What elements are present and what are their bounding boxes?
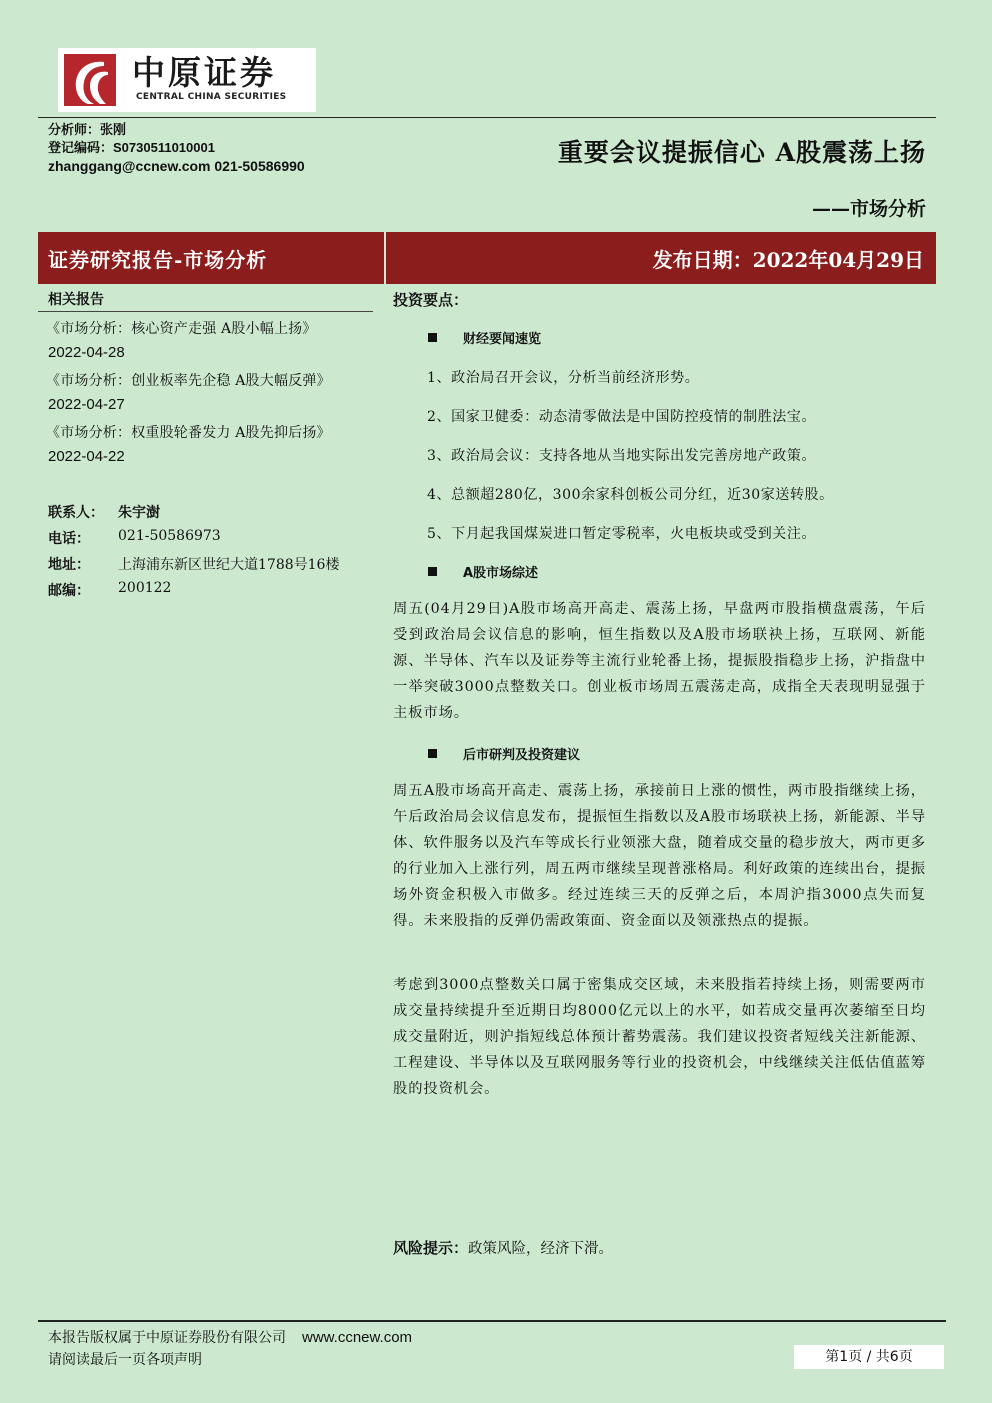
contact-zip-label: 邮编： [48, 583, 90, 599]
company-logo [58, 48, 316, 112]
logo-text-cn: 中原证券 [132, 53, 276, 92]
related-report-date: 2022-04-28 [48, 344, 125, 361]
related-report-date: 2022-04-27 [48, 396, 125, 413]
logo-mark-icon [64, 54, 116, 106]
related-report-title[interactable]: 《市场分析：核心资产走强 A股小幅上扬》 [46, 321, 317, 337]
footer-disclaimer-note: 请阅读最后一页各项声明 [48, 1352, 202, 1368]
market-review-paragraph: 周五(04月29日)A股市场高开高走、震荡上扬，早盘两市股指横盘震荡，午后受到政治局会议信息的影响，恒生指数以及A股市场联袂上扬，互联网、新能源、半导体、汽车以及证券等主流行业轮番上扬，提振股指稳步上扬，沪指盘中一举突破3000点整数关口。创业板市场周五震荡走高，成指全天表现明显强于主板市场。 [393, 601, 926, 721]
related-report-title[interactable]: 《市场分析：创业板率先企稳 A股大幅反弹》 [46, 373, 331, 389]
section-market-heading [428, 562, 538, 581]
news-item: 3、政治局会议：支持各地从当地实际出发完善房地产政策。 [427, 448, 817, 464]
section-outlook-title: 后市研判及投资建议 [463, 748, 581, 763]
risk-text: 政策风险，经济下滑。 [468, 1241, 614, 1257]
outlook-paragraph: 周五A股市场高开高走、震荡上扬，承接前日上涨的惯性，两市股指继续上扬，午后政治局会议信息发布，提振恒生指数以及A股市场联袂上扬，新能源、半导体、软件服务以及汽车等成长行业领涨大盘，随着成交量的稳步放大，两市更多的行业加入上涨行列，周五两市继续呈现普涨格局。利好政策的连续出台，提振场外资金积极入市做多。经过连续三天的反弹之后，本周沪指3000点失而复得。未来股指的反弹仍需政策面、资金面以及领涨热点的提振。 [393, 783, 926, 929]
analyst-registration: 登记编码：S0730511010001 [48, 140, 215, 155]
publish-date: 发布日期：2022年04月29日 [652, 248, 924, 272]
related-report-title[interactable]: 《市场分析：权重股轮番发力 A股先抑后扬》 [46, 425, 331, 441]
analyst-contact: zhanggang@ccnew.com 021-50586990 [48, 158, 305, 174]
news-item: 1、政治局召开会议，分析当前经济形势。 [427, 370, 700, 386]
contact-address: 上海浦东新区世纪大道1788号16楼 [118, 557, 340, 573]
contact-zip: 200122 [118, 580, 172, 596]
section-news-title: 财经要闻速览 [463, 332, 542, 347]
report-banner [38, 232, 936, 284]
contact-phone-label: 电话： [48, 531, 90, 547]
investment-highlights-heading: 投资要点： [393, 291, 469, 309]
section-outlook-heading [428, 744, 580, 763]
risk-notice [393, 1237, 613, 1258]
banner-divider [384, 232, 386, 284]
contact-person-label: 联系人： [48, 505, 104, 521]
section-news-heading [428, 328, 541, 347]
news-item: 2、国家卫健委：动态清零做法是中国防控疫情的制胜法宝。 [427, 409, 817, 425]
section-market-title: A股市场综述 [463, 566, 539, 581]
footer-rule [38, 1320, 946, 1322]
analyst-name: 分析师：张刚 [48, 122, 127, 137]
related-reports-heading: 相关报告 [48, 292, 104, 308]
advice-paragraph: 考虑到3000点整数关口属于密集成交区域，未来股指若持续上扬，则需要两市成交量持续提升至近期日均8000亿元以上的水平，如若成交量再次萎缩至日均成交量附近，则沪指短线总体预计蓄势震荡。我们建议投资者短线关注新能源、工程建设、半导体以及互联网服务等行业的投资机会，中线继续关注低估值蓝筹股的投资机会。 [393, 977, 926, 1097]
footer-copyright: 本报告版权属于中原证券股份有限公司 [48, 1330, 286, 1346]
contact-person: 朱宇澍 [118, 505, 160, 521]
news-item: 4、总额超280亿，300余家科创板公司分红，近30家送转股。 [427, 487, 834, 503]
report-title: 重要会议提振信心 A股震荡上扬 [557, 138, 926, 167]
header-rule [38, 117, 936, 118]
report-subtitle: ——市场分析 [811, 198, 926, 220]
news-item: 5、下月起我国煤炭进口暂定零税率，火电板块或受到关注。 [427, 526, 817, 542]
square-bullet-icon [428, 333, 437, 342]
related-rule [38, 311, 373, 312]
related-report-date: 2022-04-22 [48, 448, 125, 465]
risk-label: 风险提示： [393, 1239, 469, 1257]
footer-copyright-line [48, 1327, 412, 1347]
contact-address-label: 地址： [48, 557, 90, 573]
square-bullet-icon [428, 749, 437, 758]
page-number: 第1页 / 共6页 [794, 1345, 944, 1369]
logo-text-en: CENTRAL CHINA SECURITIES [136, 92, 287, 102]
report-category: 证券研究报告-市场分析 [48, 248, 268, 272]
contact-phone: 021-50586973 [118, 528, 221, 544]
square-bullet-icon [428, 567, 437, 576]
footer-website-link[interactable]: www.ccnew.com [302, 1329, 413, 1346]
